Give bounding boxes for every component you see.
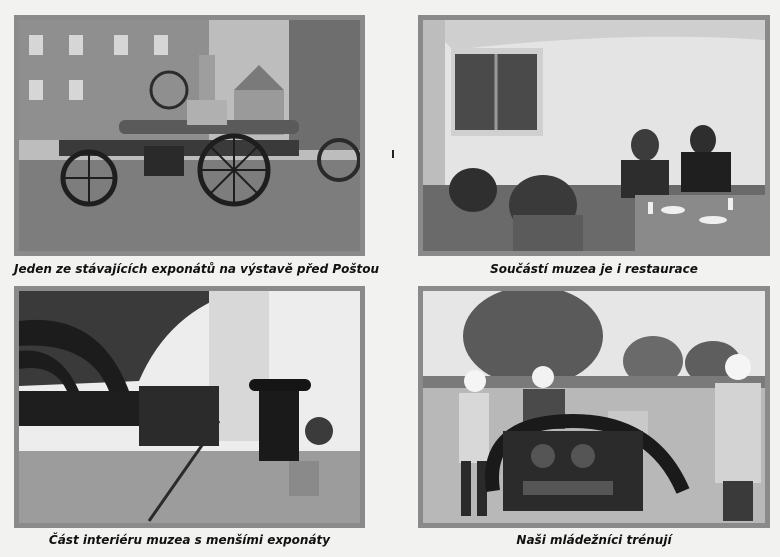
photo-museum-interior (14, 286, 365, 528)
photo-fire-pump-wagon (14, 15, 365, 256)
photo-youth-training (418, 286, 770, 528)
stray-mark (392, 150, 394, 158)
caption-photo-3: Část interiéru muzea s menšími exponáty (48, 533, 331, 547)
caption-photo-2: Součástí muzea je i restaurace (490, 262, 698, 276)
caption-photo-1: Jeden ze stávajících exponátů na výstavě před Poštou (14, 262, 380, 276)
caption-photo-4: Naši mládežníci trénují (516, 533, 672, 547)
photo-restaurant (418, 15, 770, 256)
